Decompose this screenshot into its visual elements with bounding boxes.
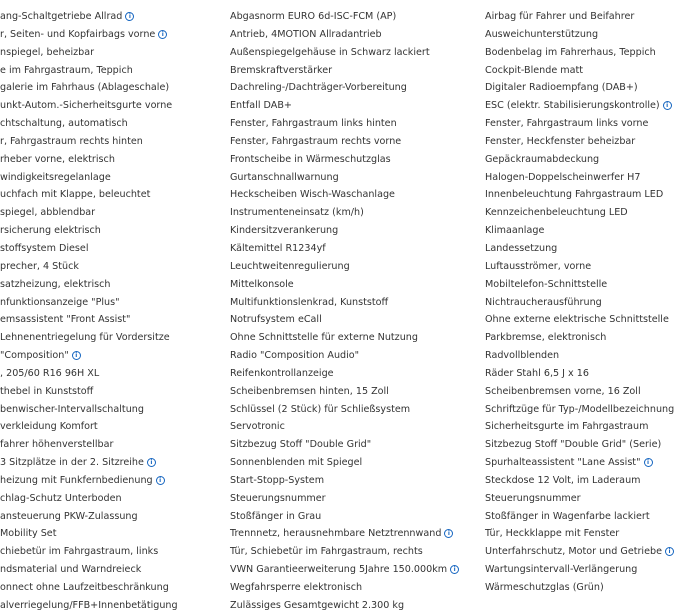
equipment-item-label: Tür, Heckklappe mit Fenster bbox=[485, 528, 620, 540]
equipment-item bbox=[485, 115, 649, 133]
equipment-item-label: Steckdose 12 Volt, im Laderaum bbox=[485, 474, 641, 486]
equipment-item-label: , 205/60 R16 96H XL bbox=[0, 367, 100, 379]
equipment-item-label: Halogen-Doppelscheinwerfer H7 bbox=[485, 171, 641, 183]
equipment-item-label: Dachreling-/Dachträger-Vorbereitung bbox=[230, 82, 407, 94]
equipment-item-label: heizung mit Funkfernbedienung bbox=[0, 474, 153, 486]
equipment-item-label: Entfall DAB+ bbox=[230, 100, 292, 112]
equipment-item bbox=[0, 490, 218, 508]
equipment-item-label: spiegel, abblendbar bbox=[0, 207, 96, 219]
equipment-item-label: galerie im Fahrhaus (Ablageschale) bbox=[0, 82, 170, 94]
equipment-item-label: Reifenkontrollanzeige bbox=[230, 367, 334, 379]
equipment-item-label: Gurtanschnallwarnung bbox=[230, 171, 339, 183]
equipment-item-label: Tür, Schiebetür im Fahrgastraum, rechts bbox=[230, 546, 423, 558]
equipment-item bbox=[0, 561, 218, 579]
equipment-item bbox=[0, 222, 218, 240]
equipment-item bbox=[230, 561, 475, 579]
equipment-item-label: Innenbeleuchtung Fahrgastraum LED bbox=[485, 189, 664, 201]
equipment-item bbox=[230, 79, 475, 97]
equipment-item bbox=[230, 44, 475, 62]
equipment-item bbox=[0, 508, 218, 526]
equipment-item bbox=[0, 329, 218, 347]
equipment-item-label: Außenspiegelgehäuse in Schwarz lackiert bbox=[230, 46, 430, 58]
equipment-item-label: windigkeitsregelanlage bbox=[0, 171, 111, 183]
equipment-item bbox=[0, 311, 218, 329]
equipment-item-label: rsicherung elektrisch bbox=[0, 225, 101, 237]
equipment-item-label: ESC (elektr. Stabilisierungskontrolle) bbox=[485, 100, 660, 112]
equipment-item-label: Zulässiges Gesamtgewicht 2.300 kg bbox=[230, 599, 405, 611]
equipment-item bbox=[230, 240, 475, 258]
equipment-item bbox=[230, 579, 475, 597]
equipment-item-label: Unterfahrschutz, Motor und Getriebe bbox=[485, 546, 662, 558]
equipment-item-label: r, Seiten- und Kopfairbags vorne bbox=[0, 28, 156, 40]
equipment-item bbox=[230, 133, 475, 151]
equipment-item bbox=[0, 543, 218, 561]
equipment-item bbox=[0, 597, 218, 615]
equipment-item-label: ndsmaterial und Warndreieck bbox=[0, 564, 142, 576]
equipment-item-label: Kältemittel R1234yf bbox=[230, 242, 326, 254]
equipment-item bbox=[485, 44, 656, 62]
info-icon[interactable]: i bbox=[72, 351, 81, 360]
equipment-item-label: Radvollblenden bbox=[485, 350, 560, 362]
equipment-item bbox=[230, 204, 475, 222]
equipment-item-label: nfunktionsanzeige "Plus" bbox=[0, 296, 120, 308]
equipment-item-label: Fenster, Fahrgastraum links vorne bbox=[485, 118, 649, 130]
equipment-item bbox=[485, 329, 640, 347]
equipment-item-label: ang-Schaltgetriebe Allrad bbox=[0, 11, 123, 22]
equipment-column-left bbox=[0, 8, 218, 615]
equipment-item-label: ansteuerung PKW-Zulassung bbox=[0, 510, 138, 522]
equipment-item bbox=[0, 133, 218, 151]
equipment-item bbox=[485, 472, 640, 490]
equipment-item-label: Lehnenentriegelung für Vordersitze bbox=[0, 332, 170, 344]
equipment-item bbox=[485, 454, 650, 472]
equipment-item-label: Steuerungsnummer bbox=[485, 492, 581, 504]
equipment-item bbox=[0, 347, 218, 365]
equipment-item-label: rheber vorne, elektrisch bbox=[0, 153, 115, 165]
equipment-item bbox=[230, 151, 475, 169]
equipment-item bbox=[485, 169, 640, 187]
equipment-item-label: verkleidung Komfort bbox=[0, 421, 98, 433]
equipment-item bbox=[485, 240, 640, 258]
equipment-item-label: satzheizung, elektrisch bbox=[0, 278, 111, 290]
equipment-item bbox=[485, 383, 640, 401]
equipment-item-label: Parkbremse, elektronisch bbox=[485, 332, 607, 344]
equipment-item-label: Wegfahrsperre elektronisch bbox=[230, 582, 363, 593]
equipment-item bbox=[0, 115, 218, 133]
equipment-item-label: Räder Stahl 6,5 J x 16 bbox=[485, 367, 589, 379]
info-icon[interactable]: i bbox=[444, 529, 453, 538]
equipment-item bbox=[485, 133, 640, 151]
equipment-item-label: Instrumenteneinsatz (km/h) bbox=[230, 207, 364, 219]
info-icon[interactable]: i bbox=[147, 458, 156, 467]
equipment-item-label: Start-Stopp-System bbox=[230, 474, 325, 486]
equipment-item bbox=[0, 79, 218, 97]
equipment-item-label: fahrer höhenverstellbar bbox=[0, 439, 114, 451]
equipment-item bbox=[485, 62, 640, 80]
info-icon[interactable]: i bbox=[156, 476, 165, 485]
equipment-item bbox=[485, 151, 640, 169]
equipment-item bbox=[230, 222, 475, 240]
equipment-item-label: Fenster, Heckfenster beheizbar bbox=[485, 135, 636, 147]
equipment-item-label: Ausweichunterstützung bbox=[485, 28, 599, 40]
equipment-item bbox=[0, 258, 218, 276]
equipment-item-label: VWN Garantieerweiterung 5Jahre 150.000km bbox=[230, 564, 448, 576]
equipment-item bbox=[230, 347, 475, 365]
equipment-item-label: alverriegelung/FFB+Innenbetätigung bbox=[0, 599, 178, 611]
equipment-item bbox=[0, 525, 218, 543]
equipment-item-label: Sitzbezug Stoff "Double Grid" (Serie) bbox=[485, 439, 662, 451]
equipment-item bbox=[230, 26, 475, 44]
equipment-item-label: Leuchtweitenregulierung bbox=[230, 260, 350, 272]
equipment-item-label: precher, 4 Stück bbox=[0, 260, 79, 272]
equipment-item-label: thebel in Kunststoff bbox=[0, 385, 94, 397]
equipment-item bbox=[230, 383, 475, 401]
equipment-item-label: chtschaltung, automatisch bbox=[0, 118, 128, 130]
equipment-item bbox=[485, 418, 649, 436]
equipment-item-label: Cockpit-Blende matt bbox=[485, 64, 584, 76]
equipment-item-label: onnect ohne Laufzeitbeschränkung bbox=[0, 582, 169, 593]
equipment-item bbox=[230, 525, 475, 543]
equipment-item-label: Stoßfänger in Wagenfarbe lackiert bbox=[485, 510, 650, 522]
equipment-item bbox=[485, 222, 640, 240]
equipment-item-label: Notrufsystem eCall bbox=[230, 314, 322, 326]
equipment-item-label: Steuerungsnummer bbox=[230, 492, 326, 504]
equipment-item bbox=[230, 508, 475, 526]
equipment-item bbox=[0, 365, 218, 383]
equipment-item bbox=[0, 240, 218, 258]
equipment-item-label: Schlüssel (2 Stück) für Schließsystem bbox=[230, 403, 411, 415]
equipment-item-label: e im Fahrgastraum, Teppich bbox=[0, 64, 133, 76]
equipment-item bbox=[485, 525, 640, 543]
equipment-item-label: Klimaanlage bbox=[485, 225, 545, 237]
equipment-item bbox=[485, 490, 640, 508]
equipment-item-label: Schriftzüge für Typ-/Modellbezeichnung bbox=[485, 403, 674, 415]
equipment-item bbox=[0, 401, 218, 419]
equipment-item-label: Sicherheitsgurte im Fahrgastraum bbox=[485, 421, 649, 433]
equipment-item bbox=[0, 383, 218, 401]
info-icon[interactable]: i bbox=[158, 30, 167, 39]
equipment-item-label: unkt-Autom.-Sicherheitsgurte vorne bbox=[0, 100, 173, 112]
equipment-item bbox=[0, 44, 218, 62]
equipment-item bbox=[0, 294, 218, 312]
equipment-item bbox=[230, 472, 475, 490]
equipment-item bbox=[230, 436, 475, 454]
equipment-item bbox=[230, 597, 475, 615]
equipment-item-label: Landessetzung bbox=[485, 242, 558, 254]
equipment-item-label: Wärmeschutzglas (Grün) bbox=[485, 582, 604, 593]
equipment-item bbox=[230, 169, 475, 187]
equipment-item-label: 3 Sitzplätze in der 2. Sitzreihe bbox=[0, 457, 144, 469]
equipment-item bbox=[230, 365, 475, 383]
equipment-item-label: Ohne externe elektrische Schnittstelle bbox=[485, 314, 669, 326]
equipment-item bbox=[485, 79, 640, 97]
equipment-item bbox=[0, 472, 218, 490]
equipment-item bbox=[0, 62, 218, 80]
equipment-item bbox=[230, 276, 475, 294]
equipment-item bbox=[485, 258, 640, 276]
equipment-item bbox=[0, 454, 218, 472]
equipment-item bbox=[0, 418, 218, 436]
equipment-item bbox=[230, 401, 475, 419]
equipment-item bbox=[485, 347, 640, 365]
equipment-item-label: Frontscheibe in Wärmeschutzglas bbox=[230, 153, 391, 165]
equipment-item-label: Scheibenbremsen vorne, 16 Zoll bbox=[485, 385, 641, 397]
equipment-item bbox=[0, 8, 218, 26]
equipment-item-label: Digitaler Radioempfang (DAB+) bbox=[485, 82, 638, 94]
equipment-item bbox=[230, 8, 475, 26]
equipment-item bbox=[0, 186, 218, 204]
equipment-item-label: uchfach mit Klappe, beleuchtet bbox=[0, 189, 151, 201]
equipment-item-label: r, Fahrgastraum rechts hinten bbox=[0, 135, 143, 147]
equipment-item-label: Airbag für Fahrer und Beifahrer bbox=[485, 11, 635, 22]
equipment-item-label: Fenster, Fahrgastraum links hinten bbox=[230, 118, 397, 130]
equipment-item-label: chiebetür im Fahrgastraum, links bbox=[0, 546, 159, 558]
equipment-item bbox=[485, 276, 640, 294]
equipment-item-label: Heckscheiben Wisch-Waschanlage bbox=[230, 189, 395, 201]
equipment-item-label: Mobiltelefon-Schnittstelle bbox=[485, 278, 608, 290]
equipment-item-label: Mittelkonsole bbox=[230, 278, 294, 290]
equipment-item-label: Bremskraftverstärker bbox=[230, 64, 333, 76]
equipment-item-label: benwischer-Intervallschaltung bbox=[0, 403, 144, 415]
equipment-item-label: Ohne Schnittstelle für externe Nutzung bbox=[230, 332, 418, 344]
equipment-item bbox=[230, 490, 475, 508]
equipment-item bbox=[0, 169, 218, 187]
equipment-item-label: Scheibenbremsen hinten, 15 Zoll bbox=[230, 385, 389, 397]
equipment-item bbox=[0, 97, 218, 115]
equipment-item bbox=[230, 543, 475, 561]
equipment-item bbox=[0, 26, 218, 44]
equipment-item-label: "Composition" bbox=[0, 350, 69, 362]
equipment-item-label: Kennzeichenbeleuchtung LED bbox=[485, 207, 628, 219]
equipment-item-label: Mobility Set bbox=[0, 528, 57, 540]
equipment-item-label: Kindersitzverankerung bbox=[230, 225, 339, 237]
equipment-item-label: Stoßfänger in Grau bbox=[230, 510, 322, 522]
info-icon[interactable]: i bbox=[125, 12, 134, 21]
equipment-item-label: emsassistent "Front Assist" bbox=[0, 314, 131, 326]
equipment-item-label: chlag-Schutz Unterboden bbox=[0, 492, 122, 504]
equipment-item-label: Sonnenblenden mit Spiegel bbox=[230, 457, 363, 469]
equipment-item bbox=[485, 26, 640, 44]
equipment-item bbox=[230, 329, 475, 347]
equipment-column-middle bbox=[230, 8, 475, 615]
equipment-item-label: Luftausströmer, vorne bbox=[485, 260, 592, 272]
equipment-item bbox=[230, 186, 475, 204]
info-icon[interactable]: i bbox=[665, 547, 674, 556]
equipment-item bbox=[230, 454, 475, 472]
equipment-item-label: Antrieb, 4MOTION Allradantrieb bbox=[230, 28, 382, 40]
equipment-item bbox=[0, 579, 218, 597]
equipment-item bbox=[485, 436, 662, 454]
equipment-item bbox=[485, 186, 664, 204]
equipment-item-label: Servotronic bbox=[230, 421, 285, 433]
info-icon[interactable]: i bbox=[663, 101, 672, 110]
equipment-item-label: Wartungsintervall-Verlängerung bbox=[485, 564, 638, 576]
equipment-item bbox=[485, 97, 669, 115]
equipment-item bbox=[230, 115, 475, 133]
equipment-item bbox=[485, 204, 640, 222]
equipment-item-label: nspiegel, beheizbar bbox=[0, 46, 95, 58]
equipment-item bbox=[0, 436, 218, 454]
equipment-item-label: Spurhalteassistent "Lane Assist" bbox=[485, 457, 641, 469]
equipment-item bbox=[485, 508, 650, 526]
equipment-column-right bbox=[485, 8, 674, 597]
equipment-item bbox=[0, 204, 218, 222]
equipment-item-label: Nichtraucherausführung bbox=[485, 296, 602, 308]
info-icon[interactable]: i bbox=[450, 565, 459, 574]
equipment-item-label: Radio "Composition Audio" bbox=[230, 350, 360, 362]
equipment-item-label: Trennnetz, herausnehmbare Netztrennwand bbox=[230, 528, 442, 540]
equipment-item bbox=[0, 151, 218, 169]
equipment-item bbox=[230, 294, 475, 312]
equipment-item bbox=[230, 418, 475, 436]
equipment-item bbox=[230, 258, 475, 276]
equipment-item-label: stoffsystem Diesel bbox=[0, 242, 89, 254]
equipment-item bbox=[485, 294, 640, 312]
equipment-item bbox=[230, 62, 475, 80]
equipment-item bbox=[485, 8, 640, 26]
equipment-item-label: Gepäckraumabdeckung bbox=[485, 153, 600, 165]
equipment-item bbox=[230, 311, 475, 329]
equipment-item-label: Multifunktionslenkrad, Kunststoff bbox=[230, 296, 389, 308]
equipment-item-label: Abgasnorm EURO 6d-ISC-FCM (AP) bbox=[230, 11, 397, 22]
equipment-item bbox=[485, 311, 669, 329]
equipment-item bbox=[230, 97, 475, 115]
equipment-item bbox=[485, 543, 671, 561]
equipment-item bbox=[485, 561, 640, 579]
equipment-item bbox=[485, 401, 674, 419]
equipment-item bbox=[485, 365, 640, 383]
equipment-item bbox=[485, 579, 640, 597]
equipment-item-label: Bodenbelag im Fahrerhaus, Teppich bbox=[485, 46, 656, 58]
equipment-item-label: Fenster, Fahrgastraum rechts vorne bbox=[230, 135, 402, 147]
info-icon[interactable]: i bbox=[644, 458, 653, 467]
equipment-item bbox=[0, 276, 218, 294]
equipment-item-label: Sitzbezug Stoff "Double Grid" bbox=[230, 439, 372, 451]
